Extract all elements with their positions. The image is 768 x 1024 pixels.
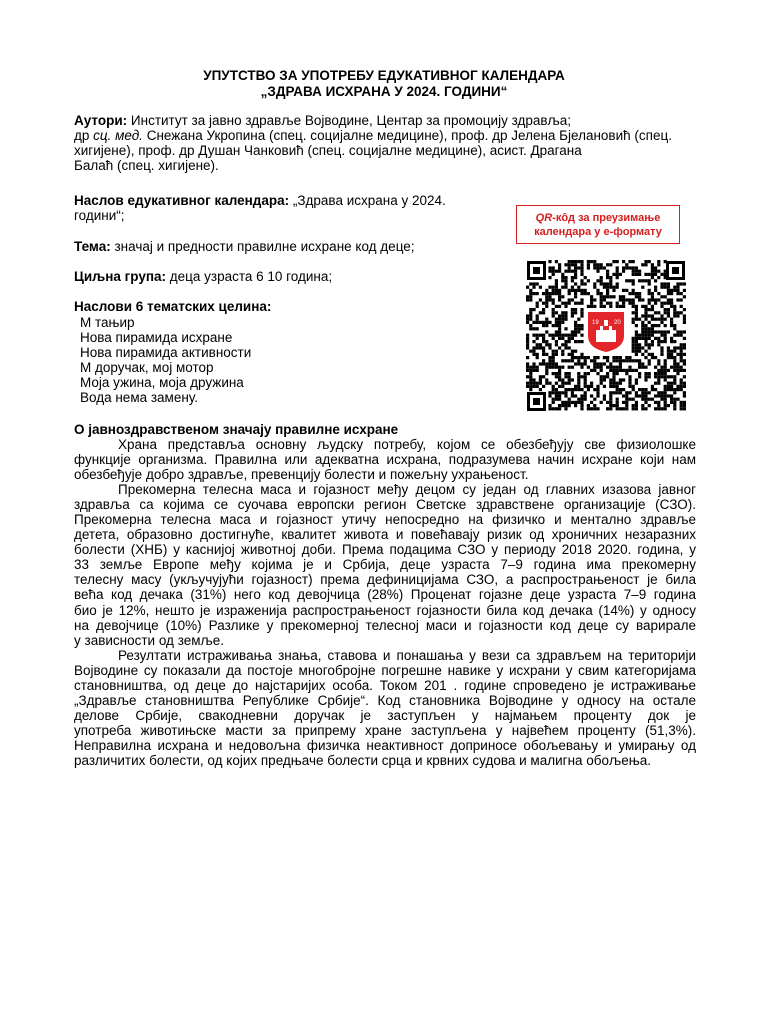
authors-line-4: Балаћ (спец. хигијене). bbox=[74, 158, 219, 173]
unit-item: Нова пирамида исхране bbox=[80, 330, 233, 345]
unit-item: М доручак, мој мотор bbox=[80, 360, 214, 375]
authors-text-2: Снежана Укропина (спец. социјалне медицине), проф. др Јелена Бјелановић (спец. bbox=[142, 128, 672, 143]
body-line: Резултати истраживања знања, ставова и понашања у вези са здрављем на територији bbox=[118, 647, 696, 663]
body-line: већа код дечака (31%) него код девојчица (28%) Проценат гојазне деце узраста 7–9 година bbox=[74, 587, 696, 603]
qr-caption-line-2: календара у е-формату bbox=[534, 226, 662, 238]
section-body bbox=[74, 437, 696, 768]
body-line: телесну масу (укључујући гојазност) према дефиницијама СЗО, а распрострањеност је била bbox=[74, 572, 696, 588]
body-line: здравља са којима се суочава европски регион Светске здравствене организације (СЗО). bbox=[74, 497, 696, 513]
body-line: Прекомерна телесна маса и гојазност утичу непосредно на физичко и ментално здравље bbox=[74, 512, 696, 528]
body-line: Војводине су показали да постоје многобројне погрешне навике у исхрани у свим категоријама bbox=[74, 662, 696, 678]
qr-finder-top-right bbox=[666, 261, 685, 280]
body-line: детета, образовно достигнуће, квалитет живота и повећавају ризик од хроничних незаразних bbox=[74, 527, 696, 543]
units-list bbox=[80, 315, 251, 405]
body-line: Неправилна исхрана и недовољна физичка неактивност доприносе обољевању и умирању од bbox=[74, 737, 696, 753]
calendar-title-value: „Здрава исхрана у 2024. години“; bbox=[74, 193, 446, 223]
logo-year-left: 19 bbox=[592, 320, 599, 326]
authors-line-2 bbox=[74, 128, 696, 143]
body-line: функције организма. Правилна или адекватна исхрана, подразумева начин исхране који нам bbox=[74, 452, 696, 468]
qr-caption-rest: -кôд за преузимање bbox=[552, 212, 661, 224]
document-title-line-2: „ЗДРАВА ИСХРАНА У 2024. ГОДИНИ“ bbox=[260, 84, 508, 99]
authors-block bbox=[74, 113, 696, 173]
authors-text-1: Институт за јавно здравље Војводине, Центар за промоцију здравља; bbox=[127, 113, 572, 128]
target-group-value: деца узраста 6 10 година; bbox=[166, 269, 333, 284]
body-line: „Здравље становништва Републике Србије“. Код становника Војводине у односу на остале bbox=[74, 692, 696, 708]
body-line: био је 12%, нешто је израженија распрострањеност гојазности била код дечака (14%) у односу bbox=[74, 602, 696, 618]
topic-label: Тема: bbox=[74, 239, 111, 254]
authors-label: Аутори: bbox=[74, 113, 128, 128]
body-line: употреба животињске масти за припрему хране заступљена у највећем проценту (51,3%). bbox=[74, 722, 696, 738]
authors-line-3: хигијене), проф. др Душан Чанковић (спец. социјалне медицине), асист. Драгана bbox=[74, 143, 582, 158]
authors-prefix: др bbox=[74, 128, 94, 143]
body-line: у зависности од земље. bbox=[74, 632, 225, 648]
body-line: делове Србије, свакодневни доручак је заступљен у најмањем проценту док је bbox=[74, 707, 696, 723]
authors-line-1 bbox=[74, 113, 696, 128]
body-line: обезбеђује добро здравље, превенцију болести и пожељну ухрањеност. bbox=[74, 467, 529, 483]
qr-caption-qr: QR bbox=[535, 212, 553, 224]
qr-code[interactable] bbox=[526, 260, 686, 412]
target-group-block bbox=[74, 269, 332, 284]
logo-year-right: 20 bbox=[614, 320, 621, 326]
calendar-title-block bbox=[74, 193, 484, 223]
document-title-line-1: УПУТСТВО ЗА УПОТРЕБУ ЕДУКАТИВНОГ КАЛЕНДАРА bbox=[203, 68, 565, 83]
body-line: 33 земље Европе међу којима је и Србија, деце узраста 7–9 година има прекомерну bbox=[74, 557, 696, 573]
authors-degree: сц. мед. bbox=[93, 128, 143, 143]
unit-item: Нова пирамида активности bbox=[80, 345, 252, 360]
topic-value: значај и предности правилне исхране код деце; bbox=[110, 239, 415, 254]
calendar-title-label: Наслов едукативног календара: bbox=[74, 193, 290, 208]
unit-item: Моја ужина, моја дружина bbox=[80, 375, 244, 390]
body-line: различитих болести, од којих предњаче болести срца и крвних судова и малигна обољења. bbox=[74, 752, 651, 768]
qr-caption-line-1 bbox=[517, 211, 679, 225]
qr-finder-bottom-left bbox=[527, 392, 546, 411]
body-line: Прекомерна телесна маса и гојазност међу децом су један од главних изазова јавног bbox=[118, 482, 696, 498]
target-group-label: Циљна група: bbox=[74, 269, 167, 284]
body-line: становништва, од деце до најстаријих особа. Током 201 . године спроведено је истраживање bbox=[74, 677, 696, 693]
unit-item: М тањир bbox=[80, 315, 135, 330]
qr-caption-box bbox=[516, 205, 680, 244]
section-heading: О јавноздравственом значају правилне исхране bbox=[74, 422, 399, 437]
unit-item: Вода нема замену. bbox=[80, 390, 198, 405]
topic-block bbox=[74, 239, 415, 254]
body-line: на девојчице (10%) Разлике у прекомерној телесној маси и гојазности код деце су варирале bbox=[74, 617, 696, 633]
units-heading: Наслови 6 тематских целина: bbox=[74, 299, 272, 314]
body-line: Храна представља основну људску потребу, којом се обезбеђују све физиолошке bbox=[118, 437, 696, 452]
shield-logo-icon bbox=[584, 308, 628, 352]
qr-finder-top-left bbox=[527, 261, 546, 280]
body-line: болести (ХНБ) у каснијој животној доби. Према подацима СЗО у периоду 2018 2020. година, у bbox=[74, 542, 696, 558]
